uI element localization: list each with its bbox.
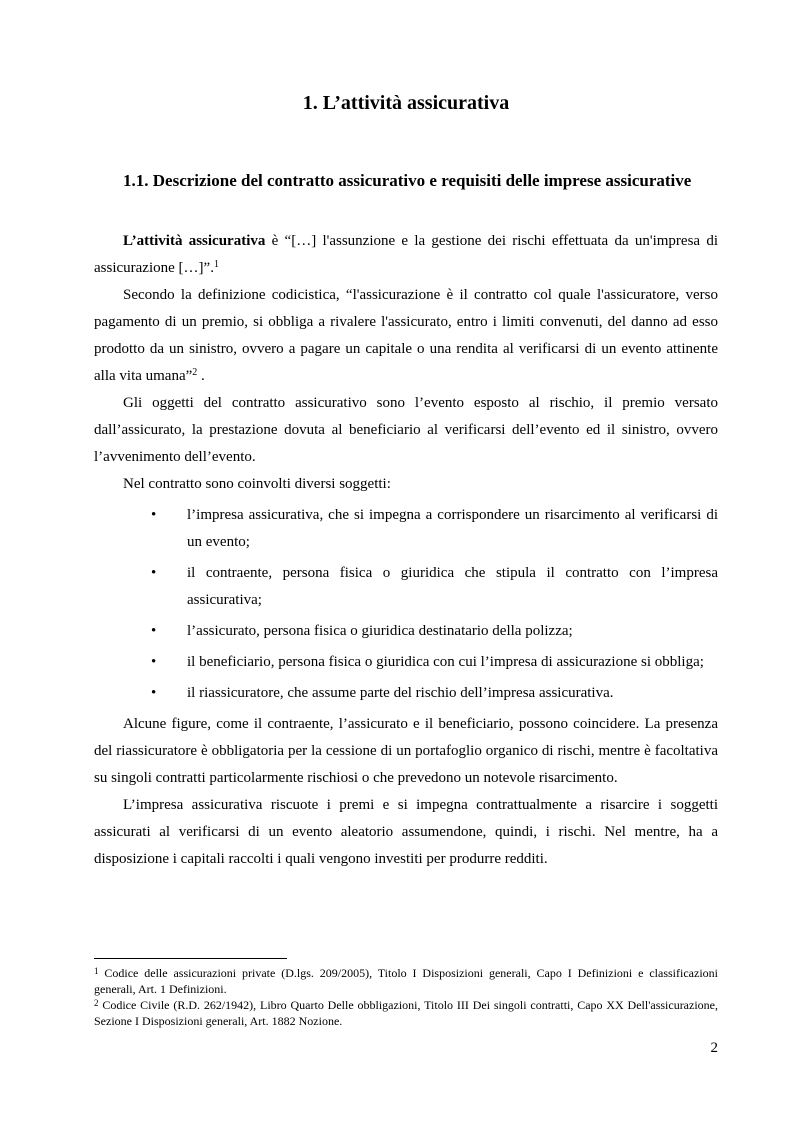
bullet-icon: • <box>151 565 157 581</box>
list-item-text: il riassicuratore, che assume parte del rischio dell’impresa assicurativa. <box>187 685 614 701</box>
chapter-title: 1. L’attività assicurativa <box>302 92 510 114</box>
paragraph-text: è “[…] l'assunzione e la gestione dei rischi effettuata da un'impresa di assicurazione […]”. <box>94 233 718 276</box>
bullet-icon: • <box>151 654 157 670</box>
bullet-icon: • <box>151 623 157 639</box>
footnote-separator <box>94 958 287 959</box>
list-item-text: il beneficiario, persona fisica o giuridica con cui l’impresa di assicurazione si obbliga; <box>187 654 704 670</box>
footnote-ref: 2 <box>192 367 198 378</box>
paragraph-soggetti: Nel contratto sono coinvolti diversi soggetti: <box>123 476 391 492</box>
subjects-list <box>94 502 718 707</box>
footnote-number: 2 <box>94 998 99 1008</box>
body-text <box>94 228 718 873</box>
paragraph-definition <box>94 228 718 282</box>
list-item <box>94 680 718 707</box>
paragraph-codicistica <box>94 282 718 390</box>
footnote <box>94 965 718 997</box>
section-title: 1.1. Descrizione del contratto assicurativo e requisiti delle imprese assicurative <box>123 171 692 190</box>
paragraph-figure: Alcune figure, come il contraente, l’assicurato e il beneficiario, possono coincidere. La presenza del riassicuratore è obbligatoria per la cessione di un portafoglio organico di rischi, mentre è facoltativa su singoli contratti particolarmente rischiosi o che prevedono un notevole risarcimento. <box>94 716 718 786</box>
paragraph-impresa: L’impresa assicurativa riscuote i premi e si impegna contrattualmente a risarcire i soggetti assicurati al verificarsi di un evento aleatorio assumendone, quindi, i rischi. Nel mentre, ha a disposizione i capitali raccolti i quali vengono investiti per produrre redditi. <box>94 797 718 867</box>
list-item <box>94 618 718 645</box>
list-item-text: l’impresa assicurativa, che si impegna a corrispondere un risarcimento al verificarsi di un evento; <box>187 507 718 550</box>
list-item-text: l’assicurato, persona fisica o giuridica destinatario della polizza; <box>187 623 573 639</box>
bullet-icon: • <box>151 685 157 701</box>
footnote <box>94 997 718 1029</box>
footnote-text: Codice Civile (R.D. 262/1942), Libro Quarto Delle obbligazioni, Titolo III Dei singoli contratti, Capo XX Dell'assicurazione, Sezione I Disposizioni generali, Art. 1882 Nozione. <box>94 998 718 1028</box>
footnotes <box>94 965 718 1029</box>
list-item <box>94 560 718 614</box>
list-item <box>94 649 718 676</box>
footnote-text: Codice delle assicurazioni private (D.lgs. 209/2005), Titolo I Disposizioni generali, Capo I Definizioni e classificazioni generali, Art. 1 Definizioni. <box>94 966 718 996</box>
list-item <box>94 502 718 556</box>
footnote-number: 1 <box>94 966 99 976</box>
footnote-ref: 1 <box>213 259 219 270</box>
paragraph-text: Secondo la definizione codicistica, “l'assicurazione è il contratto col quale l'assicuratore, verso pagamento di un premio, si obbliga a rivalere l'assicurato, entro i limiti convenuti, del danno ad esso prodotto da un sinistro, ovvero a pagare un capitale o una rendita al verificarsi di un evento attinente alla vita umana” <box>94 287 718 384</box>
list-item-text: il contraente, persona fisica o giuridica che stipula il contratto con l’impresa assicurativa; <box>187 565 718 608</box>
paragraph-tail: . <box>197 368 205 384</box>
paragraph-oggetti: Gli oggetti del contratto assicurativo sono l’evento esposto al rischio, il premio versato dall’assicurato, la prestazione dovuta al beneficiario al verificarsi dell’evento ed il sinistro, ovvero l’avvenimento dell’evento. <box>94 395 718 465</box>
page-number: 2 <box>710 1040 718 1056</box>
bold-term: L’attività assicurativa <box>123 233 266 249</box>
bullet-icon: • <box>151 507 157 523</box>
